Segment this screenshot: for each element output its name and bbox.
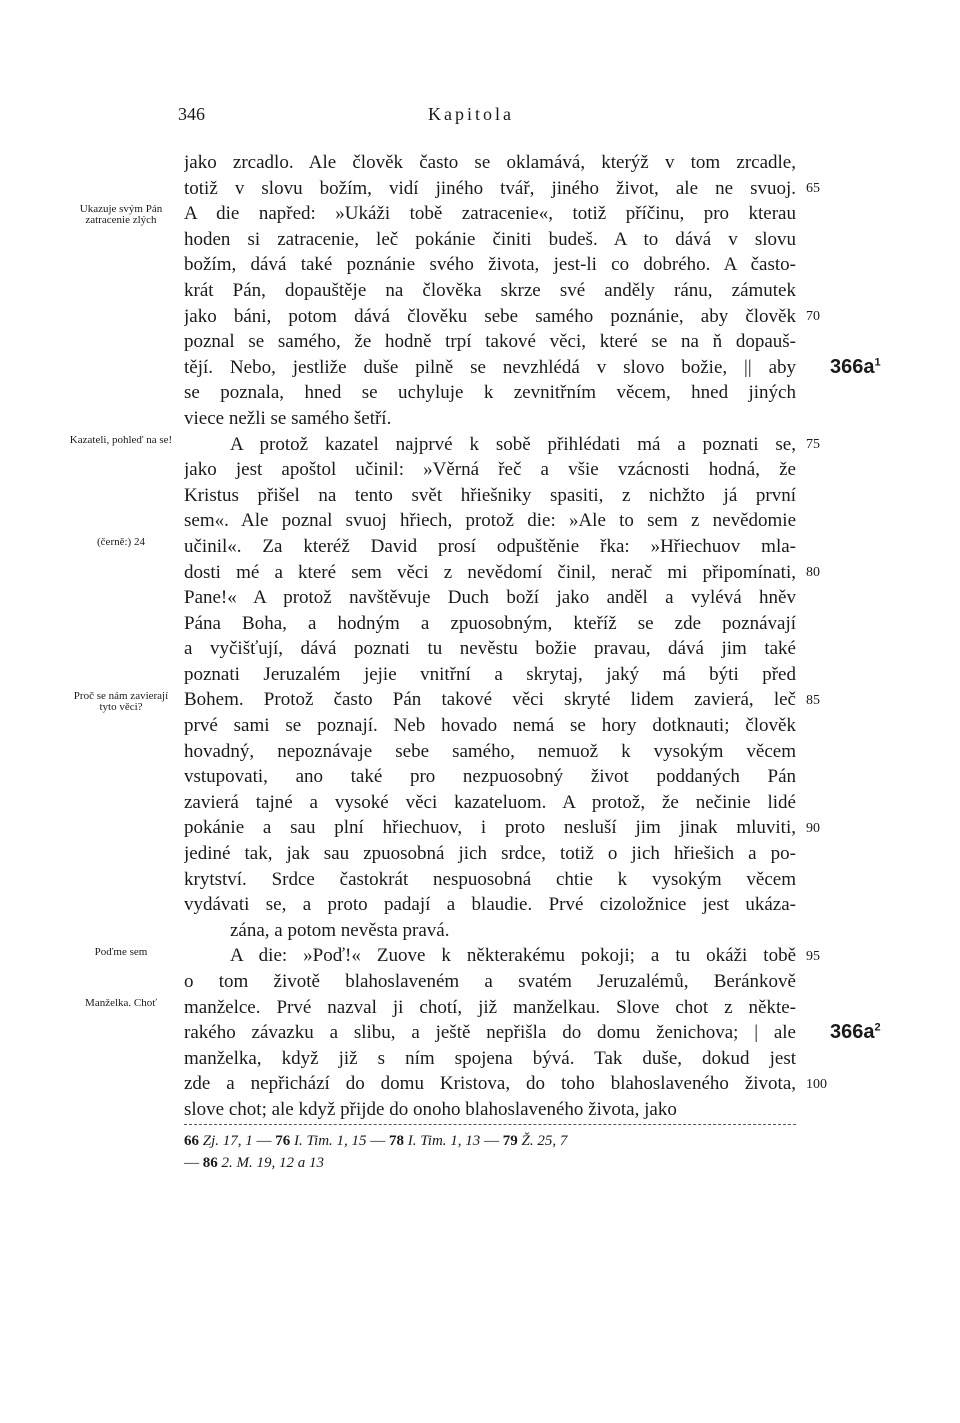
text-line: dosti mé a které sem věci z nevědomí činil, nerač mi připomínati, <box>184 561 796 583</box>
folio-reference-text: 366a <box>830 355 875 378</box>
footnote-divider <box>184 1124 796 1125</box>
line-number: 65 <box>806 180 820 196</box>
text-line: vydávati se, a proto padají a blaudie. Prvé cizoložnice jest ukáza- <box>184 894 796 916</box>
footnote-ref: Zj. 17, 1 <box>202 1133 253 1149</box>
margin-note: Kazateli, pohleď na se! <box>69 433 173 446</box>
margin-note: Ukazuje svým Pán zatracenie zlých <box>79 203 163 227</box>
footnote-ref: I. Tim. 1, 13 <box>407 1133 481 1149</box>
text-line: A protož kazatel najprvé k sobě přihlédati má a poznati se, <box>230 433 796 455</box>
margin-note: Proč se nám zavierají tyto věci? <box>73 689 169 713</box>
text-line: učinil«. Za kteréž David prosí odpuštěnie řka: »Hřiechuov mla- <box>184 535 796 557</box>
line-number: 85 <box>806 692 820 708</box>
text-line: hoden si zatracenie, leč pokánie činiti budeš. A to dává v slovu <box>184 228 796 250</box>
margin-note: (černě:) 24 <box>97 536 145 548</box>
footnotes: 66 Zj. 17, 1 — 76 I. Tim. 1, 15 — 78 I. Tim. 1, 13 — 79 Ž. 25, 7 — 86 2. M. 19, 12 a 13 <box>184 1133 568 1171</box>
text-line: hovadný, nepoznávaje sebe samého, nemuož k vysokým věcem <box>184 740 796 762</box>
line-number: 100 <box>806 1076 827 1092</box>
text-line: rakého závazku a slibu, a ještě nepřišla do domu ženichova; | ale <box>184 1022 796 1044</box>
folio-reference-text: 366a <box>830 1021 875 1044</box>
line-number: 95 <box>806 948 820 964</box>
text-line: pokánie a sau plní hřiechuov, i proto nesluší jim jinak mluviti, <box>184 817 796 839</box>
footnote-number: 66 <box>184 1133 199 1149</box>
text-line: manželka, když již s ním spojena bývá. Tak duše, dokud jest <box>184 1047 796 1069</box>
line-number: 80 <box>806 564 820 580</box>
footnote-ref: 2. M. 19, 12 a 13 <box>221 1155 324 1171</box>
text-line: vstupovati, ano také pro nezpuosobný život poddaných Pán <box>184 766 796 788</box>
text-line: a vyčišťují, dává poznati tu nevěstu božie pravau, dává jim také <box>184 638 796 660</box>
folio-reference <box>830 356 881 379</box>
text-line: Bohem. Protož často Pán takové věci skryté lidem zavierá, leč <box>184 689 796 711</box>
footnote-number: 76 <box>275 1133 291 1149</box>
page-number: 346 <box>178 104 205 124</box>
text-line: zde a nepřichází do domu Kristova, do toho blahoslaveného života, <box>184 1073 796 1095</box>
text-line: manželce. Prvé nazval ji chotí, již manželkau. Slove chot z někte- <box>184 996 796 1018</box>
text-line: Pána Boha, a hodným a zpuosobným, kteříž se zde poznávají <box>184 612 796 634</box>
footnote-number: 86 <box>202 1155 218 1171</box>
text-line: se poznala, hned se uchyluje k zevnitřním věcem, hned jiných <box>184 382 796 404</box>
text-line: jako jest apoštol učinil: »Věrná řeč a všie vzácnosti hodná, že <box>184 459 796 481</box>
main-text <box>184 150 796 1123</box>
margin-note: Poďme sem <box>94 945 148 958</box>
text-line: krytství. Srdce častokrát nespuosobná chtie k vysokým věcem <box>184 868 796 890</box>
folio-reference-sup: 2 <box>874 1021 881 1034</box>
text-line: poznal se samého, že hodně trpí takové věci, které se na ň dopauš- <box>184 331 796 353</box>
text-line: jako zrcadlo. Ale člověk často se oklamává, kterýž v tom zrcadle, <box>184 152 796 173</box>
text-line: zavierá tajné a vysoké věci kazateluom. A protož, že nečinie lidé <box>184 791 796 813</box>
text-line: A die napřed: »Ukáži tobě zatracenie«, totiž příčinu, pro kterau <box>184 203 796 225</box>
text-line: o tom životě blahoslaveném a svatém Jeruzalémů, Beránkově <box>184 971 796 992</box>
text-line: sem«. Ale poznal svuoj hřiech, protož die: »Ale to sem z nevědomie <box>184 510 796 532</box>
footnote-ref: Ž. 25, 7 <box>521 1133 568 1149</box>
text-line: viece nežli se samého šetří. <box>184 407 392 429</box>
text-line: božím, dává také poznánie svého života, jest-li co dobrého. A často- <box>184 254 796 276</box>
footnote-ref: I. Tim. 1, 15 <box>294 1133 367 1149</box>
text-line: A die: »Poď!« Zuove k některakému pokoji; a tu okáži tobě <box>230 945 796 967</box>
text-line: poznati Jeruzalém jejie vnitřní a skrytaj, jaký má býti před <box>184 663 796 685</box>
footnote-number: 78 <box>389 1133 405 1149</box>
text-line: totiž v slovu božím, vidí jiného tvář, jiného život, ale ne svuoj. <box>184 177 796 199</box>
footnote-number: 79 <box>502 1133 518 1149</box>
margin-note: Manželka. Choť <box>85 996 157 1009</box>
line-number: 70 <box>806 308 820 324</box>
folio-reference <box>830 1021 881 1044</box>
text-line: krát Pán, dopauštěje na člověka skrze své anděly ránu, zámutek <box>184 279 796 301</box>
text-line: Pane!« A protož navštěvuje Duch boží jako anděl a vylévá hněv <box>184 587 796 609</box>
text-line: prvé sami se poznají. Neb hovado nemá se hory dotknauti; člověk <box>184 715 796 737</box>
text-line: tějí. Nebo, jestliže duše pilně se nevzhlédá v slovo božie, || aby <box>184 356 796 378</box>
folio-reference-sup: 1 <box>874 356 881 369</box>
text-line: slove chot; ale když přijde do onoho blahoslaveného života, jako <box>184 1098 677 1120</box>
text-line: Kristus přišel na tento svět hřiešniky spasiti, z nichžto já první <box>184 484 796 506</box>
running-head: Kapitola <box>428 104 514 124</box>
text-line: jako báni, potom dává člověku sebe samého poznánie, aby člověk <box>184 305 796 327</box>
line-number: 75 <box>806 436 820 452</box>
line-number: 90 <box>806 820 820 836</box>
text-line: zána, a potom nevěsta pravá. <box>230 919 450 941</box>
text-line: jediné tak, jak sau zpuosobná jich srdce, totiž o jich hřiešich a po- <box>184 843 796 865</box>
